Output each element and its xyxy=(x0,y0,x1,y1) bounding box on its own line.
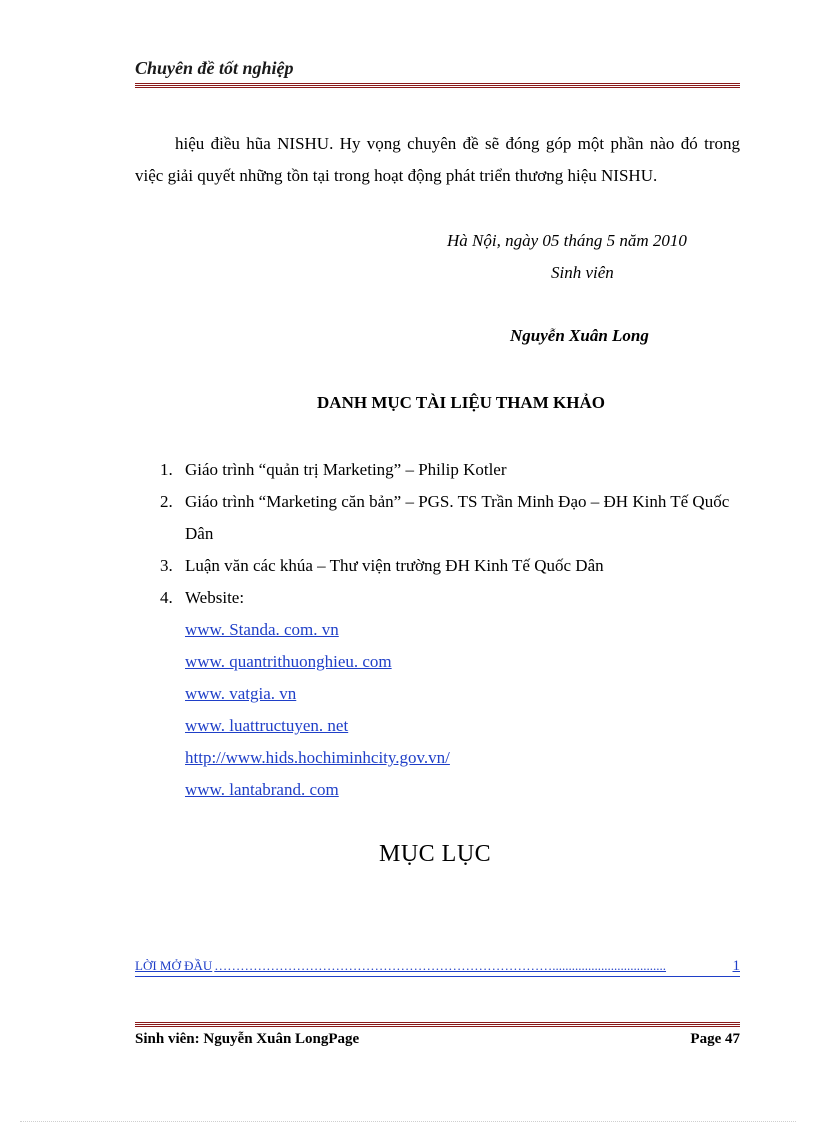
reference-item xyxy=(160,550,740,582)
references-title: DANH MỤC TÀI LIỆU THAM KHẢO xyxy=(317,393,605,412)
reference-item xyxy=(160,582,740,806)
website-link-standa[interactable]: www. Standa. com. vn xyxy=(185,620,339,639)
page-header-title: Chuyên đề tốt nghiệp xyxy=(135,58,294,78)
website-link-item xyxy=(185,678,740,710)
toc-entry-loi-mo-dau[interactable] xyxy=(135,958,740,977)
website-link-quantrithuonghieu[interactable]: www. quantrithuonghieu. com xyxy=(185,652,392,671)
reference-text: Giáo trình “quản trị Marketing” – Philip Kotler xyxy=(185,460,507,479)
student-label: Sinh viên xyxy=(551,263,614,282)
toc-entry-label: LỜI MỞ ĐẦU xyxy=(135,958,213,973)
website-link-item xyxy=(185,774,740,806)
website-link-item xyxy=(185,710,740,742)
body-paragraph xyxy=(135,128,740,192)
website-link-vatgia[interactable]: www. vatgia. vn xyxy=(185,684,297,703)
toc-title: MỤC LỤC xyxy=(379,841,492,867)
website-link-item xyxy=(185,614,740,646)
toc-entry-page: 1 xyxy=(732,958,740,974)
website-link-item xyxy=(185,742,740,774)
reference-text: Website: xyxy=(185,588,245,607)
place-date: Hà Nội, ngày 05 tháng 5 năm 2010 xyxy=(447,231,687,250)
page-edge xyxy=(20,1121,796,1122)
website-link-lantabrand[interactable]: www. lantabrand. com xyxy=(185,780,339,799)
reference-item xyxy=(160,454,740,486)
footer-author: Sinh viên: Nguyễn Xuân LongPage xyxy=(135,1031,360,1047)
reference-text: Luận văn các khúa – Thư viện trường ĐH Kinh Tế Quốc Dân xyxy=(185,556,604,575)
header-rule xyxy=(135,83,740,88)
reference-number: 4. xyxy=(160,588,173,607)
reference-item xyxy=(160,486,740,550)
reference-number: 3. xyxy=(160,556,173,575)
toc-entry-dots: ……………………………………………………………………................................... xyxy=(214,958,667,973)
footer-page-number: Page 47 xyxy=(690,1031,740,1047)
website-link-luattructuyen[interactable]: www. luattructuyen. net xyxy=(185,716,349,735)
website-link-item xyxy=(185,646,740,678)
footer-rule xyxy=(135,1022,740,1027)
references-list xyxy=(160,454,740,806)
reference-number: 2. xyxy=(160,492,173,511)
website-link-hids[interactable]: http://www.hids.hochiminhcity.gov.vn/ xyxy=(185,748,450,767)
student-name: Nguyễn Xuân Long xyxy=(510,326,649,345)
body-paragraph-text: hiệu điều hũa NISHU. Hy vọng chuyên đề sẽ đóng góp một phần nào đó trong việc giải quyết những tồn tại trong hoạt động phát triển thương hiệu NISHU. xyxy=(135,134,740,185)
reference-text: Giáo trình “Marketing căn bản” – PGS. TS Trần Minh Đạo – ĐH Kinh Tế Quốc Dân xyxy=(185,492,730,543)
website-links xyxy=(185,614,740,806)
reference-number: 1. xyxy=(160,460,173,479)
